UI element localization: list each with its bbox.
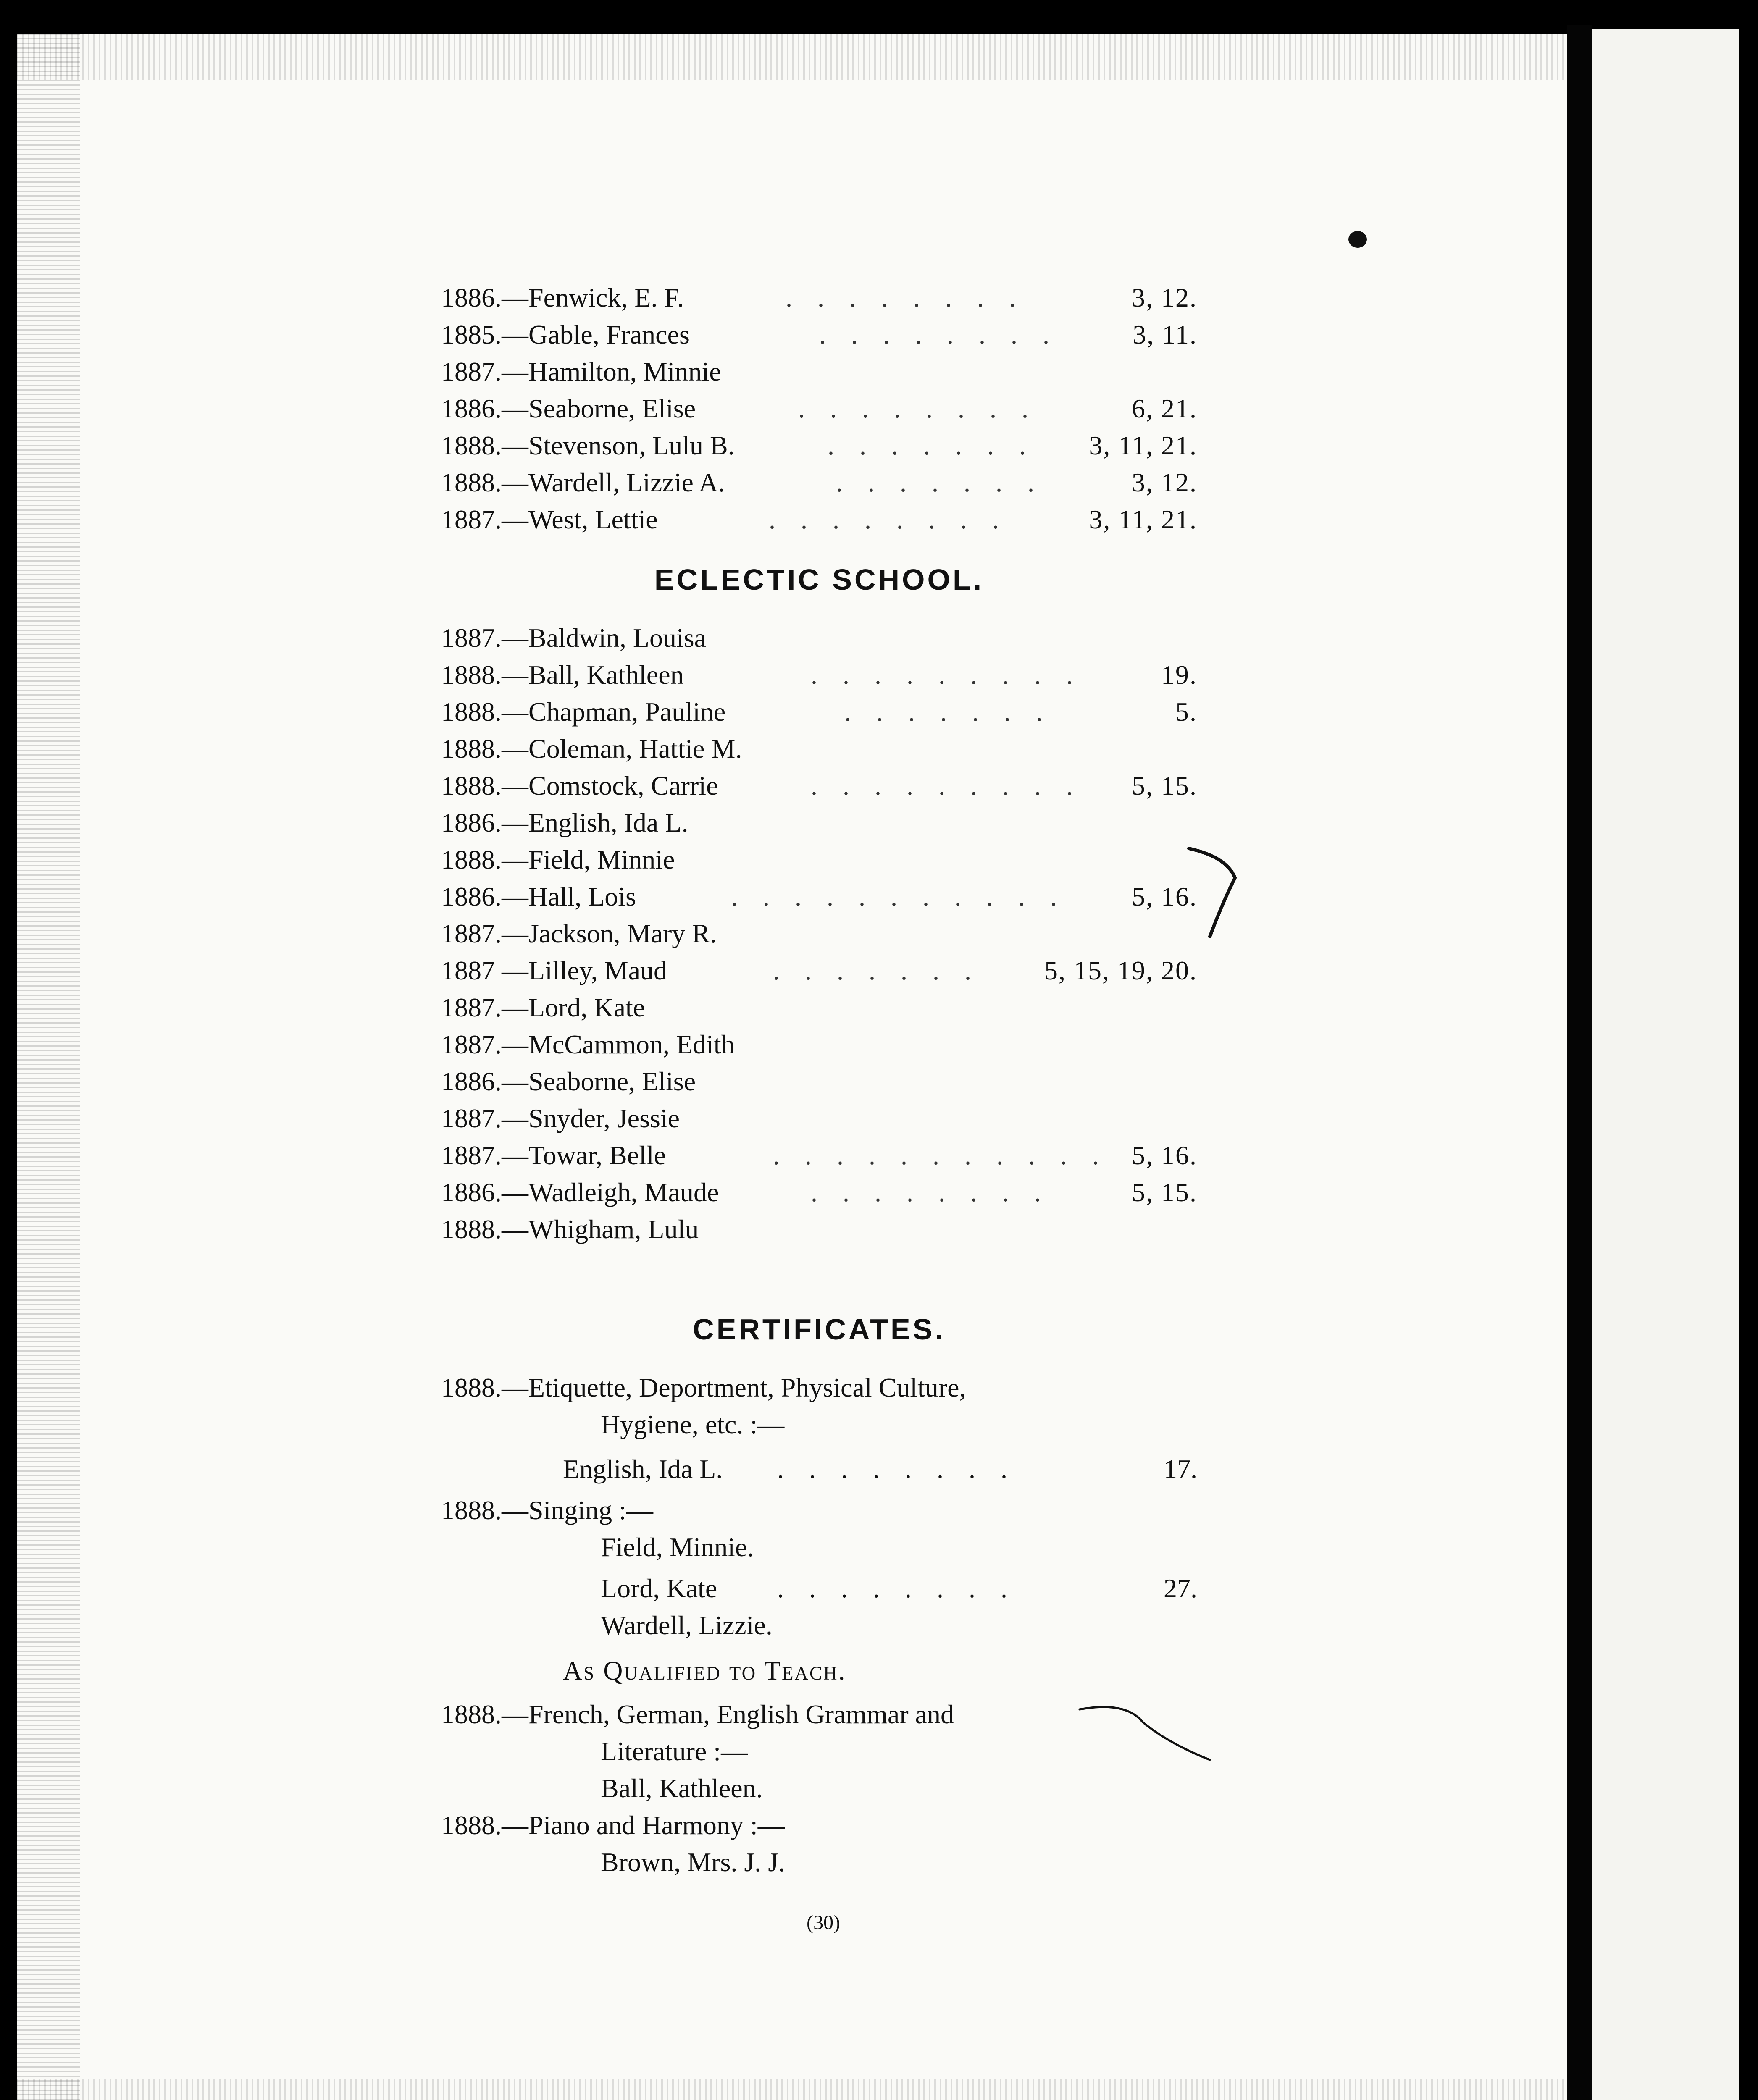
certificates-list	[441, 1369, 1197, 1881]
roll-row: 1888.—Comstock, Carrie . . . . . . . . . 5, 15.	[441, 767, 1197, 804]
roll-row: 1887.—Towar, Belle . . . . . . . . . . . 5, 16.	[441, 1137, 1197, 1174]
dot-leaders: . . . . . . . .	[811, 1177, 1050, 1207]
roll-row: 1888.—Stevenson, Lulu B. . . . . . . . 3, 11, 21.	[441, 427, 1197, 464]
roll-row: 1888.—Ball, Kathleen . . . . . . . . . 19.	[441, 656, 1197, 693]
roll-row: 1886.—Hall, Lois . . . . . . . . . . . 5, 16.	[441, 878, 1197, 915]
handwritten-stroke-mark	[1075, 1697, 1214, 1768]
roll-top-list	[441, 279, 1197, 538]
roll-row: 1888.—Whigham, Lulu	[441, 1214, 699, 1244]
dot-leaders: . . . . . . . . . . .	[731, 882, 1066, 911]
roll-row: 1886.—Fenwick, E. F. . . . . . . . . 3, 12.	[441, 279, 1197, 316]
dot-leaders: . . . . . . . .	[786, 283, 1025, 312]
cert-entry-languages: 1888.—French, German, English Grammar and	[441, 1699, 954, 1729]
scan-noise-top	[17, 34, 1567, 80]
dot-leaders: . . . . . . .	[828, 430, 1035, 460]
cert-entry-singing: 1888.—Singing :—	[441, 1495, 653, 1525]
dot-leaders: . . . . . . . .	[819, 320, 1059, 349]
scan-noise-left	[17, 34, 80, 2100]
cert-recipient: English, Ida L.	[563, 1454, 723, 1484]
roll-row: 1886.—Wadleigh, Maude . . . . . . . . 5, 15.	[441, 1174, 1197, 1211]
roll-row: 1887.—Snyder, Jessie	[441, 1103, 680, 1133]
roll-row: 1888.—Wardell, Lizzie A. . . . . . . . 3, 12.	[441, 464, 1197, 501]
dot-leaders: . . . . . . . .	[777, 1573, 1017, 1603]
roll-row: 1886.—Seaborne, Elise	[441, 1066, 696, 1096]
dot-leaders: . . . . . . . .	[798, 394, 1038, 423]
dot-leaders: . . . . . . .	[836, 467, 1043, 497]
roll-row: 1887.—West, Lettie . . . . . . . . 3, 11, 21.	[441, 501, 1197, 538]
dot-leaders: . . . . . . . . . . .	[773, 1140, 1108, 1170]
cert-entry-piano: 1888.—Piano and Harmony :—	[441, 1810, 785, 1840]
section-heading-eclectic: ECLECTIC SCHOOL.	[654, 563, 984, 596]
cert-recipient-row	[441, 1570, 1197, 1607]
dot-leaders: . . . . . . .	[773, 956, 980, 985]
binding-strip	[1567, 25, 1592, 2100]
cert-recipient: Field, Minnie.	[601, 1532, 754, 1562]
dot-leaders: . . . . . . . . .	[811, 771, 1082, 801]
facing-page-edge	[1592, 29, 1739, 2100]
cert-recipient: Wardell, Lizzie.	[601, 1610, 773, 1640]
roll-row: 1888.—Coleman, Hattie M.	[441, 734, 742, 764]
dot-leaders: . . . . . . . .	[777, 1454, 1017, 1484]
dot-leaders: . . . . . . .	[844, 697, 1052, 727]
cert-ref: 27.	[1164, 1573, 1197, 1603]
roll-row: 1887 —Lilley, Maud . . . . . . . 5, 15, 19, 20.	[441, 952, 1197, 989]
cert-recipient-row	[441, 1451, 1197, 1488]
scan-noise-bottom	[17, 2079, 1567, 2100]
dot-leaders: . . . . . . . . .	[811, 660, 1082, 690]
ink-spot	[1348, 231, 1367, 248]
roll-row: 1887.—Baldwin, Louisa	[441, 623, 707, 653]
cert-recipient: Ball, Kathleen.	[601, 1773, 763, 1803]
scanned-page	[17, 34, 1567, 2100]
section-heading-certificates: CERTIFICATES.	[693, 1313, 946, 1346]
handwritten-bracket-mark	[1185, 840, 1252, 949]
roll-row: 1888.—Field, Minnie	[441, 845, 675, 874]
roll-row: 1886.—English, Ida L.	[441, 808, 688, 837]
dot-leaders: . . . . . . . .	[769, 504, 1008, 534]
roll-row: 1887.—McCammon, Edith	[441, 1029, 735, 1059]
cert-recipient: Lord, Kate	[601, 1573, 717, 1603]
cert-ref: 17.	[1164, 1454, 1197, 1484]
roll-row: 1888.—Chapman, Pauline . . . . . . . 5.	[441, 693, 1197, 730]
roll-row: 1885.—Gable, Frances . . . . . . . . 3, 11.	[441, 316, 1197, 353]
roll-row: 1887.—Hamilton, Minnie	[441, 357, 721, 386]
cert-entry-etiquette-cont: Hygiene, etc. :—	[601, 1410, 785, 1439]
roll-row: 1887.—Jackson, Mary R.	[441, 919, 717, 948]
eclectic-list	[441, 620, 1197, 1248]
qualified-subheading: As Qualified to Teach.	[563, 1656, 846, 1685]
page-number: (30)	[807, 1911, 840, 1934]
roll-row: 1886.—Seaborne, Elise . . . . . . . . 6, 21.	[441, 390, 1197, 427]
cert-entry-languages-cont: Literature :—	[601, 1736, 748, 1766]
cert-entry-etiquette: 1888.—Etiquette, Deportment, Physical Culture,	[441, 1373, 966, 1402]
cert-recipient: Brown, Mrs. J. J.	[601, 1847, 786, 1877]
roll-row: 1887.—Lord, Kate	[441, 992, 645, 1022]
